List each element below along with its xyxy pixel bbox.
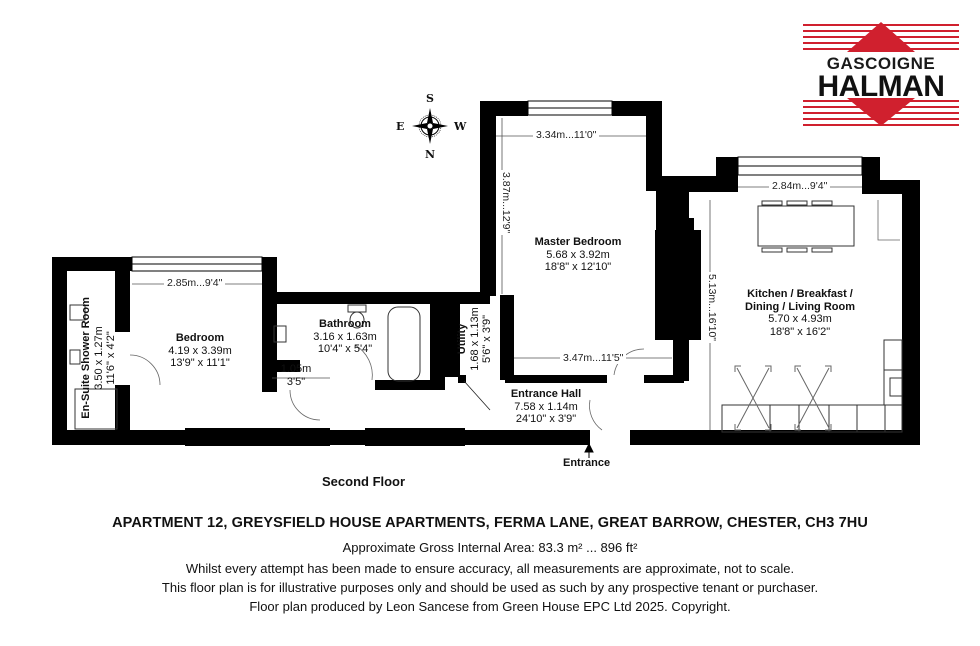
brand-name-line1: GASCOIGNE	[826, 54, 936, 73]
room-label-ensuite	[80, 293, 118, 423]
room-imperial: 13'9" x 11'1"	[170, 357, 230, 370]
room-name: Entrance Hall	[510, 388, 582, 400]
disclaimer-copyright: Floor plan produced by Leon Sancese from Green House EPC Ltd 2025. Copyright.	[249, 599, 731, 614]
cupboard-metric: 1.05m	[280, 363, 312, 375]
room-label-bathroom	[305, 318, 385, 356]
compass-west-label: W	[454, 120, 467, 133]
room-imperial: 10'4" x 5'4"	[317, 343, 373, 356]
brand-name-line2: HALMAN	[817, 70, 945, 103]
property-address: APARTMENT 12, GREYSFIELD HOUSE APARTMENTS, FERMA LANE, GREAT BARROW, CHESTER, CH3 7HU	[112, 515, 868, 531]
walls	[52, 101, 920, 446]
room-label-entrance-hall	[496, 388, 596, 426]
entrance-hall-width-dim: 3.47m...11'5"	[560, 352, 626, 364]
disclaimer-accuracy: Whilst every attempt has been made to ensure accuracy, all measurements are approximate, not to scale.	[185, 561, 795, 576]
room-name: En-Suite Shower Room	[80, 297, 93, 419]
kitchen-height-dim: 5.13m...16'10"	[706, 274, 718, 342]
room-imperial: 18'8" x 16'2"	[769, 325, 831, 338]
room-imperial: 24'10" x 3'9"	[515, 413, 577, 426]
room-name-line1: Kitchen / Breakfast /	[747, 288, 853, 300]
compass-south-label: S	[426, 92, 434, 105]
cupboard-imperial: 3'5"	[286, 375, 306, 388]
room-name: Master Bedroom	[534, 236, 622, 248]
room-label-master-bedroom	[518, 236, 638, 274]
floor-name: Second Floor	[322, 474, 406, 489]
room-imperial: 18'8" x 12'10"	[544, 261, 612, 274]
room-metric: 5.70 x 4.93m	[768, 313, 832, 326]
disclaimer-illustrative: This floor plan is for illustrative purposes only and should be used as such by any prospective tenant or purchaser.	[161, 580, 819, 595]
compass-north-label: N	[425, 148, 436, 161]
entrance-arrow-icon	[585, 444, 593, 458]
brand-logo	[803, 22, 959, 126]
room-name-line2: Dining / Living Room	[745, 300, 855, 313]
room-name: Utility	[456, 323, 469, 355]
gross-internal-area: Approximate Gross Internal Area: 83.3 m² ... 896 ft²	[342, 540, 638, 555]
master-bedroom-width-dim: 3.34m...11'0"	[533, 129, 599, 141]
room-metric: 3.50 x 1.27m	[92, 326, 105, 390]
room-metric: 1.68 x 1.13m	[468, 307, 481, 371]
room-label-kitchen	[730, 288, 870, 339]
room-name: Bathroom	[319, 318, 371, 330]
room-metric: 5.68 x 3.92m	[546, 248, 610, 261]
bedroom-width-dim: 2.85m...9'4"	[164, 277, 225, 289]
room-label-bedroom	[150, 332, 250, 370]
room-metric: 4.19 x 3.39m	[168, 344, 232, 357]
compass-rose-icon	[412, 108, 448, 144]
room-name: Bedroom	[175, 332, 225, 344]
compass-east-label: E	[396, 120, 405, 133]
room-imperial: 5'6" x 3'9"	[481, 314, 494, 364]
room-imperial: 11'6" x 4'2"	[105, 331, 118, 385]
room-label-utility	[456, 284, 494, 394]
master-bedroom-height-dim: 3.87m...12'9"	[500, 172, 512, 234]
entrance-label: Entrance	[563, 457, 611, 469]
windows	[132, 101, 862, 271]
cupboard-dims	[276, 363, 316, 388]
kitchen-width-dim: 2.84m...9'4"	[769, 180, 830, 192]
room-metric: 3.16 x 1.63m	[313, 330, 377, 343]
room-metric: 7.58 x 1.14m	[514, 400, 578, 413]
